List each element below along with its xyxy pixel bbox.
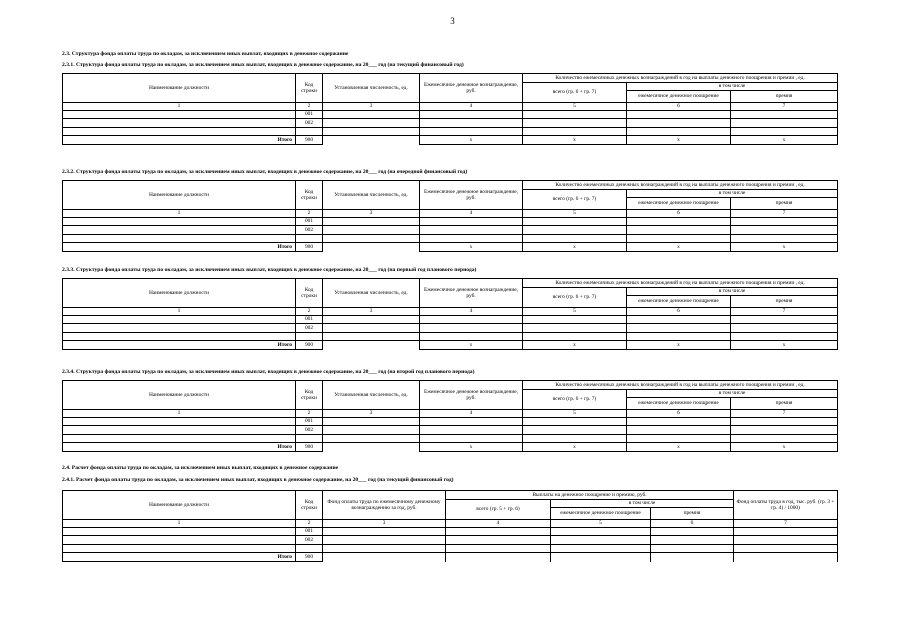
table-2-4-1-title: 2.4.1. Расчет фонда оплаты труда по окладам, за исключением иных выплат, входящих в денежное содержание, на 20___ год (на текущий финансовый год): [62, 477, 454, 483]
cell-code: 001: [296, 527, 323, 536]
col-number: 7: [731, 308, 838, 316]
x-mark: x: [731, 443, 838, 452]
cell-code: 002: [296, 536, 323, 545]
col-number: 3: [323, 103, 420, 111]
col-number: 3: [323, 410, 420, 418]
cell-value[interactable]: [323, 536, 446, 545]
cell-position[interactable]: [63, 434, 296, 443]
blank-cell: [323, 553, 446, 562]
hdr-premium: премия: [731, 198, 838, 210]
cell-value[interactable]: [551, 527, 651, 536]
hdr-code: Код строки: [296, 181, 323, 210]
x-mark: x: [523, 443, 627, 452]
cell-code: 002: [296, 119, 323, 128]
hdr-position: Наименование должности: [63, 491, 296, 520]
cell-value[interactable]: [446, 536, 551, 545]
col-number: 6: [651, 520, 734, 528]
hdr-incl: в том числе: [627, 288, 838, 296]
total-label: Итого: [63, 553, 296, 562]
col-number: 3: [323, 210, 420, 218]
cell-value[interactable]: [627, 110, 731, 119]
hdr-monthly: Ежемесячное денежное вознаграждение, руб.: [420, 279, 523, 308]
x-mark: x: [627, 443, 731, 452]
cell-value[interactable]: [523, 226, 627, 235]
cell-value[interactable]: [627, 417, 731, 426]
hdr-code: Код строки: [296, 279, 323, 308]
cell-value[interactable]: [420, 417, 523, 426]
x-mark: x: [627, 243, 731, 252]
cell-position[interactable]: [63, 234, 296, 243]
cell-value[interactable]: [420, 434, 523, 443]
cell-value[interactable]: [323, 324, 420, 333]
cell-value[interactable]: [731, 226, 838, 235]
cell-value[interactable]: [323, 119, 420, 128]
cell-position[interactable]: [63, 217, 296, 226]
cell-value[interactable]: [627, 434, 731, 443]
col-number: 1: [63, 210, 296, 218]
cell-value[interactable]: [446, 544, 551, 553]
cell-value[interactable]: [323, 417, 420, 426]
cell-value[interactable]: [420, 324, 523, 333]
cell-value[interactable]: [731, 426, 838, 435]
cell-value[interactable]: [420, 217, 523, 226]
col-number: 4: [420, 103, 523, 111]
x-mark: x: [731, 243, 838, 252]
x-mark: x: [627, 136, 731, 145]
cell-position[interactable]: [63, 127, 296, 136]
cell-value[interactable]: [323, 315, 420, 324]
cell-position[interactable]: [63, 544, 296, 553]
hdr-fund-year: Фонд оплаты труда в год, тыс. руб. (гр. 3 + гр. 4) / 1000): [734, 491, 838, 520]
hdr-staff: Установленная численность, ед.: [323, 279, 420, 308]
table-2-3-4: [62, 380, 838, 452]
page-number: 3: [450, 16, 455, 26]
table-2-4-1: [62, 490, 838, 562]
hdr-monthly-bonus: ежемесячное денежное поощрение: [551, 508, 651, 520]
col-number: 2: [296, 103, 323, 111]
total-label: Итого: [63, 243, 296, 252]
col-number: 5: [523, 410, 627, 418]
total-label: Итого: [63, 136, 296, 145]
cell-value[interactable]: [731, 217, 838, 226]
hdr-incl: в том числе: [551, 500, 734, 508]
hdr-total: всего (гр. 6 + гр. 7): [523, 288, 627, 308]
x-mark: x: [420, 136, 523, 145]
col-number: 7: [731, 210, 838, 218]
col-number: 7: [731, 103, 838, 111]
cell-position[interactable]: [63, 417, 296, 426]
cell-code: [296, 332, 323, 341]
cell-value[interactable]: [731, 234, 838, 243]
cell-code: 002: [296, 226, 323, 235]
blank-cell: [323, 341, 420, 350]
hdr-fund-month: Фонд оплаты труда по ежемесячному денежному вознаграждению за год, руб.: [323, 491, 446, 520]
col-number: 1: [63, 308, 296, 316]
cell-value[interactable]: [731, 417, 838, 426]
hdr-total: всего (гр. 5 + гр. 6): [446, 500, 551, 520]
col-number: 2: [296, 520, 323, 528]
hdr-premium: премия: [731, 398, 838, 410]
section-2-4-title: 2.4. Расчет фонда оплаты труда по окладам, за исключением иных выплат, входящих в денежное содержание: [62, 465, 339, 471]
cell-code: 001: [296, 217, 323, 226]
cell-value[interactable]: [551, 544, 651, 553]
cell-position[interactable]: [63, 527, 296, 536]
hdr-count-group: Количество ежемесячных денежных вознаграждений в год на выплаты денежного поощрения и премии , ед.: [523, 279, 838, 288]
total-code: 900: [296, 136, 323, 145]
x-mark: x: [523, 243, 627, 252]
cell-position[interactable]: [63, 426, 296, 435]
cell-value[interactable]: [731, 110, 838, 119]
cell-value[interactable]: [323, 234, 420, 243]
cell-position[interactable]: [63, 536, 296, 545]
cell-value[interactable]: [523, 426, 627, 435]
hdr-code: Код строки: [296, 491, 323, 520]
cell-code: [296, 544, 323, 553]
hdr-position: Наименование должности: [63, 74, 296, 103]
col-number: 6: [627, 410, 731, 418]
cell-value[interactable]: [323, 544, 446, 553]
col-number: 1: [63, 103, 296, 111]
table-2-3-3-title: 2.3.3. Структура фонда оплаты труда по окладам, за исключением иных выплат, входящих в денежное содержание, на 20___ год (на первый год планового периода): [62, 267, 477, 273]
cell-code: 001: [296, 417, 323, 426]
col-number: 7: [731, 410, 838, 418]
hdr-incl: в том числе: [627, 190, 838, 198]
hdr-premium: премия: [651, 508, 734, 520]
hdr-count-group: Количество ежемесячных денежных вознаграждений в год на выплаты денежного поощрения и премии , ед.: [523, 381, 838, 390]
cell-value[interactable]: [627, 127, 731, 136]
cell-value[interactable]: [420, 234, 523, 243]
blank-cell: [734, 553, 838, 562]
cell-value[interactable]: [731, 315, 838, 324]
cell-value[interactable]: [420, 119, 523, 128]
x-mark: x: [420, 243, 523, 252]
table-2-3-3: [62, 278, 838, 350]
col-number: 4: [420, 308, 523, 316]
total-code: 900: [296, 243, 323, 252]
hdr-staff: Установленная численность, ед.: [323, 74, 420, 103]
col-number: 4: [420, 210, 523, 218]
cell-value[interactable]: [627, 119, 731, 128]
col-number: 1: [63, 520, 296, 528]
cell-code: [296, 127, 323, 136]
table-2-3-2-title: 2.3.2. Структура фонда оплаты труда по окладам, за исключением иных выплат, входящих в денежное содержание, на 20___ год (на очередной финансовый год): [62, 169, 468, 175]
blank-cell: [323, 443, 420, 452]
cell-value[interactable]: [651, 527, 734, 536]
col-number: 1: [63, 410, 296, 418]
cell-value[interactable]: [323, 226, 420, 235]
col-number: 2: [296, 210, 323, 218]
cell-value[interactable]: [523, 119, 627, 128]
table-2-3-1: [62, 73, 838, 145]
x-mark: x: [731, 136, 838, 145]
total-code: 900: [296, 341, 323, 350]
col-number: 5: [523, 210, 627, 218]
cell-code: [296, 234, 323, 243]
col-number: 4: [446, 520, 551, 528]
cell-value[interactable]: [323, 217, 420, 226]
total-label: Итого: [63, 341, 296, 350]
x-mark: x: [523, 136, 627, 145]
cell-value[interactable]: [420, 226, 523, 235]
cell-value[interactable]: [420, 127, 523, 136]
hdr-count-group: Количество ежемесячных денежных вознаграждений в год на выплаты денежного поощрения и премии , ед.: [523, 181, 838, 190]
cell-value[interactable]: [731, 119, 838, 128]
cell-position[interactable]: [63, 324, 296, 333]
hdr-count-group: Количество ежемесячных денежных вознаграждений в год на выплаты денежного поощрения и премии , ед.: [523, 74, 838, 83]
cell-value[interactable]: [651, 544, 734, 553]
cell-value[interactable]: [523, 434, 627, 443]
hdr-incl: в том числе: [627, 83, 838, 91]
hdr-incl: в том числе: [627, 390, 838, 398]
col-number: 6: [627, 103, 731, 111]
cell-value[interactable]: [323, 434, 420, 443]
x-mark: x: [731, 341, 838, 350]
hdr-total: всего (гр. 6 + гр. 7): [523, 190, 627, 210]
hdr-code: Код строки: [296, 74, 323, 103]
col-number: 5: [523, 308, 627, 316]
col-number: 4: [420, 410, 523, 418]
x-mark: x: [420, 341, 523, 350]
cell-value[interactable]: [420, 332, 523, 341]
cell-position[interactable]: [63, 119, 296, 128]
hdr-premium: премия: [731, 296, 838, 308]
cell-value[interactable]: [551, 536, 651, 545]
blank-cell: [651, 553, 734, 562]
cell-value[interactable]: [523, 332, 627, 341]
cell-value[interactable]: [523, 324, 627, 333]
hdr-monthly: Ежемесячное денежное вознаграждение, руб.: [420, 181, 523, 210]
cell-position[interactable]: [63, 226, 296, 235]
col-number: 6: [627, 308, 731, 316]
blank-cell: [323, 243, 420, 252]
cell-value[interactable]: [523, 234, 627, 243]
cell-value[interactable]: [731, 127, 838, 136]
blank-cell: [551, 553, 651, 562]
cell-value[interactable]: [323, 127, 420, 136]
blank-cell: [323, 136, 420, 145]
col-number: 7: [734, 520, 838, 528]
hdr-total: всего (гр. 6 + гр. 7): [523, 83, 627, 103]
cell-value[interactable]: [627, 426, 731, 435]
col-number: 2: [296, 410, 323, 418]
cell-value[interactable]: [627, 217, 731, 226]
cell-value[interactable]: [627, 332, 731, 341]
hdr-position: Наименование должности: [63, 181, 296, 210]
hdr-staff: Установленная численность, ед.: [323, 181, 420, 210]
cell-value[interactable]: [523, 417, 627, 426]
hdr-position: Наименование должности: [63, 279, 296, 308]
cell-value[interactable]: [323, 332, 420, 341]
blank-cell: [446, 553, 551, 562]
col-number: 2: [296, 308, 323, 316]
cell-value[interactable]: [446, 527, 551, 536]
table-2-3-2: [62, 180, 838, 252]
cell-value[interactable]: [731, 434, 838, 443]
hdr-code: Код строки: [296, 381, 323, 410]
col-number: 5: [523, 103, 627, 111]
cell-value[interactable]: [523, 315, 627, 324]
cell-value[interactable]: [651, 536, 734, 545]
cell-value[interactable]: [323, 527, 446, 536]
col-number: 3: [323, 308, 420, 316]
hdr-monthly-bonus: ежемесячное денежное поощрение: [627, 198, 731, 210]
hdr-monthly: Ежемесячное денежное вознаграждение, руб.: [420, 381, 523, 410]
hdr-monthly: Ежемесячное денежное вознаграждение, руб.: [420, 74, 523, 103]
cell-code: 001: [296, 110, 323, 119]
col-number: 5: [551, 520, 651, 528]
total-label: Итого: [63, 443, 296, 452]
cell-value[interactable]: [734, 527, 838, 536]
cell-code: 001: [296, 315, 323, 324]
cell-value[interactable]: [523, 110, 627, 119]
hdr-monthly-bonus: ежемесячное денежное поощрение: [627, 91, 731, 103]
cell-value[interactable]: [420, 315, 523, 324]
hdr-payments-group: Выплаты на денежное поощрение и премию, руб.: [446, 491, 734, 500]
cell-position[interactable]: [63, 110, 296, 119]
x-mark: x: [627, 341, 731, 350]
cell-position[interactable]: [63, 332, 296, 341]
total-code: 900: [296, 553, 323, 562]
col-number: 3: [323, 520, 446, 528]
hdr-staff: Установленная численность, ед.: [323, 381, 420, 410]
x-mark: x: [523, 341, 627, 350]
hdr-monthly-bonus: ежемесячное денежное поощрение: [627, 296, 731, 308]
cell-value[interactable]: [323, 426, 420, 435]
cell-code: [296, 434, 323, 443]
cell-code: 002: [296, 426, 323, 435]
table-2-3-4-title: 2.3.4. Структура фонда оплаты труда по окладам, за исключением иных выплат, входящих в денежное содержание, на 20___ год (на второй год планового периода): [62, 369, 475, 375]
cell-value[interactable]: [627, 324, 731, 333]
cell-value[interactable]: [731, 324, 838, 333]
cell-value[interactable]: [734, 544, 838, 553]
hdr-monthly-bonus: ежемесячное денежное поощрение: [627, 398, 731, 410]
table-2-3-1-title: 2.3.1. Структура фонда оплаты труда по окладам, за исключением иных выплат, входящих в денежное содержание, на 20___ год (на текущий финансовый год): [62, 62, 464, 68]
total-code: 900: [296, 443, 323, 452]
cell-value[interactable]: [523, 127, 627, 136]
col-number: 6: [627, 210, 731, 218]
x-mark: x: [420, 443, 523, 452]
section-2-3-title: 2.3. Структура фонда оплаты труда по окладам, за исключением иных выплат, входящих в денежное содержание: [62, 51, 349, 57]
cell-position[interactable]: [63, 315, 296, 324]
cell-value[interactable]: [734, 536, 838, 545]
cell-value[interactable]: [323, 110, 420, 119]
cell-value[interactable]: [420, 426, 523, 435]
cell-code: 002: [296, 324, 323, 333]
cell-value[interactable]: [523, 217, 627, 226]
cell-value[interactable]: [420, 110, 523, 119]
cell-value[interactable]: [627, 234, 731, 243]
hdr-total: всего (гр. 6 + гр. 7): [523, 390, 627, 410]
hdr-position: Наименование должности: [63, 381, 296, 410]
hdr-premium: премия: [731, 91, 838, 103]
cell-value[interactable]: [627, 315, 731, 324]
cell-value[interactable]: [731, 332, 838, 341]
cell-value[interactable]: [627, 226, 731, 235]
